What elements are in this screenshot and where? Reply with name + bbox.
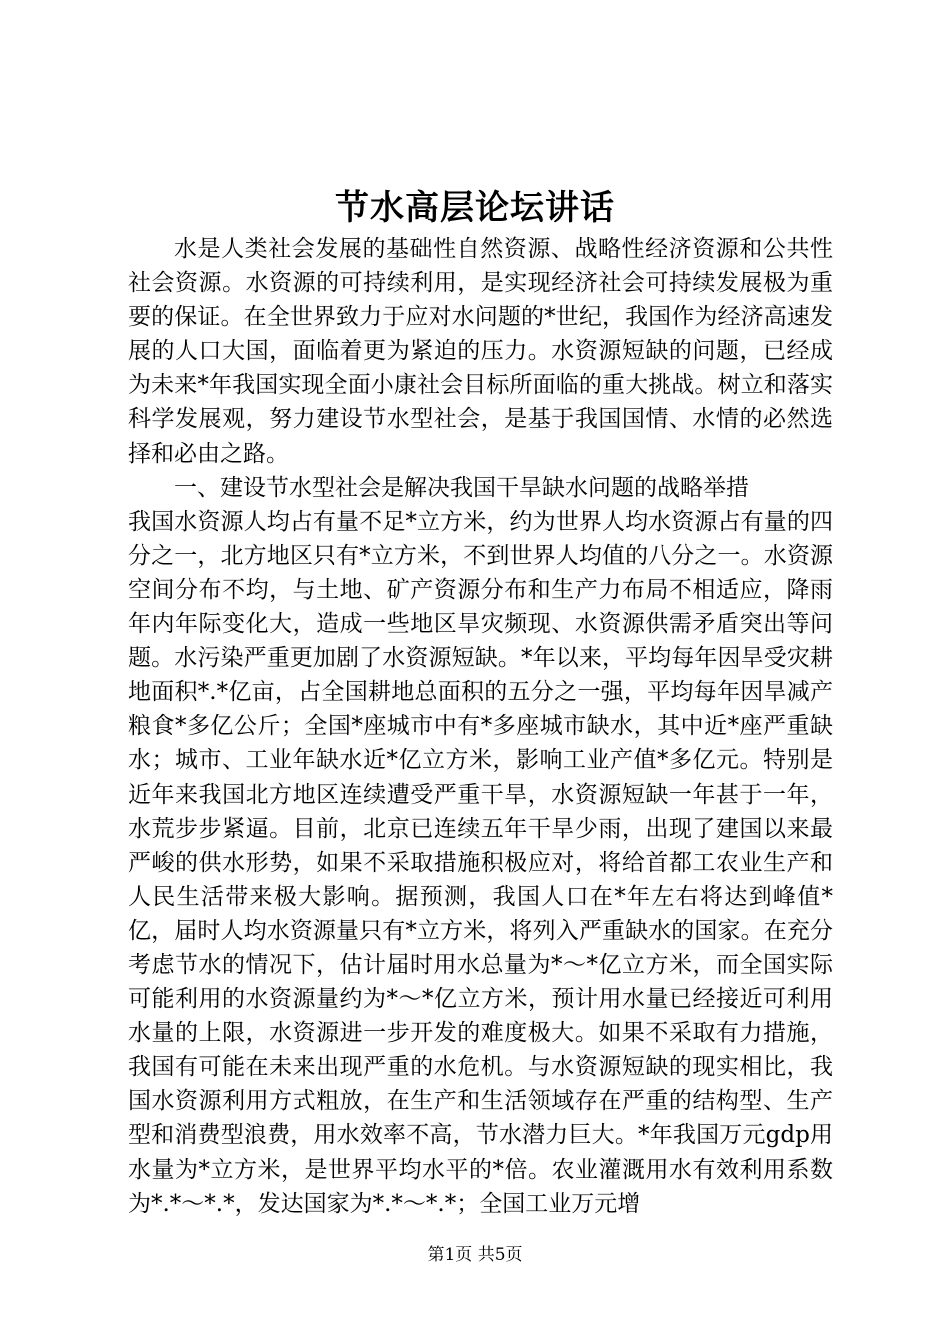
paragraph-body: 我国水资源人均占有量不足*立方米，约为世界人均水资源占有量的四分之一，北方地区只有*立方米，不到世界人均值的八分之一。水资源空间分布不均，与土地、矿产资源分布和生产力布局不相适应，降雨年内年际变化大，造成一些地区旱灾频现、水资源供需矛盾突出等问题。水污染严重更加剧了水资源短缺。*年以来，平均每年因旱受灾耕地面积*.*亿亩，占全国耕地总面积的五分之一强，平均每年因旱减产粮食*多亿公斤；全国*座城市中有*多座城市缺水，其中近*座严重缺水；城市、工业年缺水近*亿立方米，影响工业产值*多亿元。特别是近年来我国北方地区连续遭受严重干旱，水资源短缺一年甚于一年，水荒步步紧逼。目前，北京已连续五年干旱少雨，出现了建国以来最严峻的供水形势，如果不采取措施积极应对，将给首都工农业生产和人民生活带来极大影响。据预测，我国人口在*年左右将达到峰值*亿，届时人均水资源量只有*立方米，将列入严重缺水的国家。在充分考虑节水的情况下，估计届时用水总量为*～*亿立方米，而全国实际可能利用的水资源量约为*～*亿立方米，预计用水量已经接近可利用水量的上限，水资源进一步开发的难度极大。如果不采取有力措施，我国有可能在未来出现严重的水危机。与水资源短缺的现实相比，我国水资源利用方式粗放，在生产和生活领域存在严重的结构型、生产型和消费型浪费，用水效率不高，节水潜力巨大。*年我国万元gdp用水量为*立方米，是世界平均水平的*倍。农业灌溉用水有效利用系数为*.*～*.*，发达国家为*.*～*.*；全国工业万元增 — [128, 508, 833, 1217]
page-title: 节水高层论坛讲话 — [335, 188, 615, 228]
section-heading: 一、建设节水型社会是解决我国干旱缺水问题的战略举措 — [174, 474, 749, 501]
paragraph-intro: 水是人类社会发展的基础性自然资源、战略性经济资源和公共性社会资源。水资源的可持续利用，是实现经济社会可持续发展极为重要的保证。在全世界致力于应对水问题的*世纪，我国作为经济高速发展的人口大国，面临着更为紧迫的压力。水资源短缺的问题，已经成为未来*年我国实现全面小康社会目标所面临的重大挑战。树立和落实科学发展观，努力建设节水型社会，是基于我国国情、水情的必然选择和必由之路。 — [128, 236, 833, 467]
page-footer: 第1页 共5页 — [427, 1245, 523, 1265]
document-body — [128, 232, 833, 1221]
